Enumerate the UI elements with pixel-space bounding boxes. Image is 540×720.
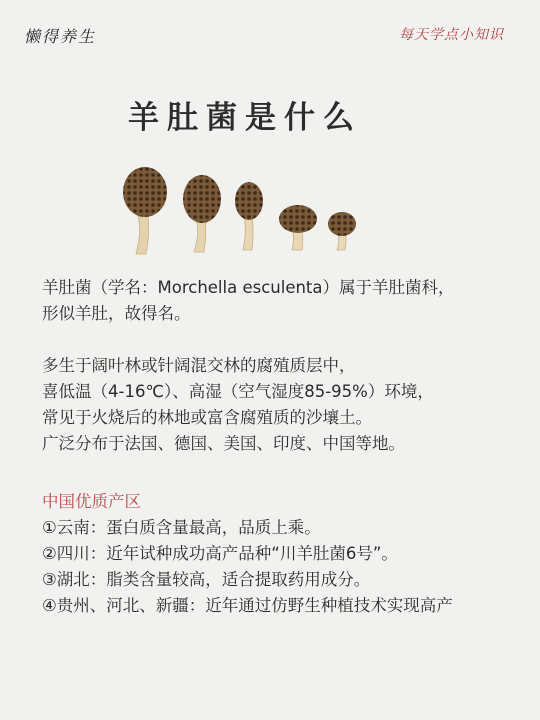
regions-section [42,489,512,619]
region-item: ③湖北：脂类含量较高，适合提取药用成分。 [42,570,371,589]
habitat-paragraph [42,353,512,457]
regions-title: 中国优质产区 [42,492,141,511]
morel-2 [183,175,221,252]
morel-3 [235,182,263,250]
intro-line: 形似羊肚，故得名。 [42,304,191,323]
morel-mushrooms-image [120,166,370,258]
habitat-line: 常见于火烧后的林地或富含腐殖质的沙壤土。 [42,408,372,427]
habitat-line: 广泛分布于法国、德国、美国、印度、中国等地。 [42,434,405,453]
morel-5 [328,212,356,250]
page-title: 羊肚菌是什么 [128,100,362,136]
morel-4 [279,205,317,250]
habitat-line: 喜低温（4-16℃）、高湿（空气湿度85-95%）环境， [42,382,434,401]
tagline: 每天学点小知识 [399,27,504,43]
region-item: ②四川：近年试种成功高产品种“川羊肚菌6号”。 [42,544,398,563]
intro-line: 羊肚菌（学名：Morchella esculenta）属于羊肚菌科， [42,278,455,297]
morel-1 [123,167,167,254]
brand-logo: 懒得养生 [24,27,97,46]
region-item: ④贵州、河北、新疆：近年通过仿野生种植技术实现高产 [42,596,453,615]
intro-paragraph [42,275,512,327]
habitat-line: 多生于阔叶林或针阔混交林的腐殖质层中， [42,356,356,375]
region-item: ①云南：蛋白质含量最高，品质上乘。 [42,518,321,537]
